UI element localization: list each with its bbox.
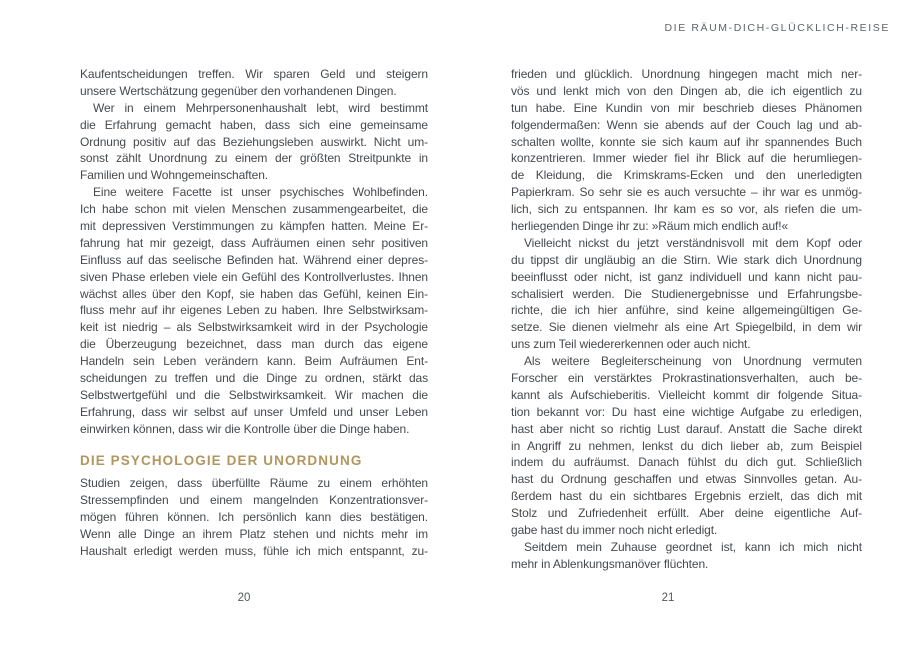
text-line: beeinflusst oder nicht, ist ganz individuell und kann nicht pau-: [511, 269, 862, 284]
text-line: unsere Wertschätzung gegenüber den vorhandenen Dingen.: [80, 83, 397, 98]
running-header: DIE RÄUM-DICH-GLÜCKLICH-REISE: [664, 22, 890, 34]
text-line: Als weitere Begleiterscheinung von Unordnung vermuten: [524, 354, 862, 369]
text-line: setze. Sie dienen vielmehr als eine Art Spiegelbild, in dem wir: [511, 320, 862, 335]
text-line: indem du aufräumst. Danach fühlst du dich gut. Schließlich: [511, 455, 862, 470]
text-line: Handeln sein Leben verändern kann. Beim Aufräumen Ent-: [80, 354, 428, 369]
text-line: konzentrieren. Immer wieder fiel ihr Blick auf die herumliegen-: [511, 151, 862, 166]
text-line: schalisiert werden. Die Studienergebnisse und Erfahrungsbe-: [511, 286, 862, 301]
text-line: kannt als Aufschieberitis. Vielleicht kommt dir folgende Situa-: [511, 387, 862, 402]
text-line: Stressempfinden und einem mangelnden Konzentrationsver-: [80, 493, 428, 508]
text-line: Stolz und Zufriedenheit erfüllt. Aber deine eigentliche Auf-: [511, 506, 862, 521]
text-line: die Erfahrung gemacht haben, dass sich eine gemeinsame: [80, 117, 428, 132]
text-line: lich, sich zu entspannen. Ihr kam es so vor, als riefen die um-: [511, 202, 862, 217]
text-line: in Angriff zu nehmen, lenkst du dich lieber ab, zum Beispiel: [511, 438, 862, 453]
text-line: tun habe. Eine Kundin von mir beschrieb dieses Phänomen: [511, 100, 862, 115]
text-line: Vielleicht nickst du jetzt verständnisvoll mit dem Kopf oder: [524, 235, 862, 250]
text-line: Wer in einem Mehrpersonenhaushalt lebt, wird bestimmt: [93, 100, 428, 115]
text-line: Selbstwertgefühl und die Selbstwirksamkeit. Wir machen die: [80, 387, 428, 402]
text-line: herliegenden Dinge ihr zu: »Räum mich endlich auf!«: [511, 219, 789, 234]
text-line: richte, die ich hier anführe, sind keine allgemeingültigen Ge-: [511, 303, 862, 318]
section-heading: DIE PSYCHOLOGIE DER UNORDNUNG: [80, 452, 363, 468]
text-line: uns zum Teil wiedererkennen oder auch nicht.: [511, 337, 751, 352]
paragraph: [511, 66, 862, 235]
text-line: schalten wollte, konnte sie sich kaum auf ihr spannendes Buch: [511, 134, 862, 149]
text-line: Eine weitere Facette ist unser psychisches Wohlbefinden.: [93, 185, 428, 200]
text-line: fahrung hat mir gezeigt, dass Aufräumen einen sehr positiven: [80, 235, 428, 250]
paragraph: [80, 184, 428, 437]
text-line: die Überzeugung bezeichnet, dass man durch das eigene: [80, 337, 428, 352]
text-line: mit depressiven Verstimmungen zu kämpfen hatten. Meine Er-: [80, 219, 428, 234]
text-line: hast aber nicht so richtig Lust darauf. Anstatt die Sache direkt: [511, 421, 862, 436]
text-line: Familien und Wohngemeinschaften.: [80, 168, 269, 183]
text-line: siven Phase erleben viele ein Gefühl des Kontrollverlustes. Ihnen: [80, 269, 428, 284]
page-number-left: 20: [237, 592, 251, 604]
text-line: vös und lenkt mich von den Dingen ab, die ich eigentlich zu: [511, 83, 862, 98]
text-line: mehr in Ablenkungsmanöver flüchten.: [511, 556, 709, 571]
text-line: du tippst dir ungläubig an die Stirn. Wie stark dich Unordnung: [511, 252, 862, 267]
text-line: de Kleidung, die Krimskrams-Ecken und den unerledigten: [511, 168, 862, 183]
paragraph: [511, 539, 862, 573]
paragraph: [511, 353, 862, 539]
left-page-text-column: [80, 66, 428, 560]
text-line: ßerdem hast du ein sichtbares Ergebnis erzielt, das dich mit: [511, 489, 862, 504]
text-line: Seitdem mein Zuhause geordnet ist, kann ich mich nicht: [524, 539, 862, 554]
text-line: Ordnung positiv auf das Beziehungsleben auswirkt. Nicht um-: [80, 134, 428, 149]
paragraph: [511, 235, 862, 353]
text-line: folgendermaßen: Wenn sie abends auf der Couch lag und ab-: [511, 117, 862, 132]
paragraph: [80, 66, 428, 100]
text-line: Kaufentscheidungen treffen. Wir sparen Geld und steigern: [80, 67, 428, 81]
text-line: wächst alles über den Kopf, sie haben das Gefühl, keinen Ein-: [80, 286, 428, 301]
text-line: Studien zeigen, dass überfüllte Räume zu einem erhöhten: [80, 476, 428, 491]
text-line: sonst zählt Unordnung zu einem der größten Streitpunkte in: [80, 151, 428, 166]
text-line: hast du Ordnung geschaffen und etwas Sinnvolles getan. Au-: [511, 472, 862, 487]
text-line: Haushalt erledigt werden muss, fühle ich mich entspannt, zu-: [80, 544, 428, 559]
text-line: fluss mehr auf ihr eigenes Leben zu haben. Ihre Selbstwirksam-: [80, 303, 428, 318]
text-line: frieden und glücklich. Unordnung hingegen macht mich ner-: [511, 67, 862, 81]
text-line: tion bekannt vor: Du hast eine wichtige Aufgabe zu erledigen,: [511, 404, 862, 419]
text-line: mögen führen können. Ich persönlich kann dies bestätigen.: [80, 510, 428, 525]
text-line: scheidungen zu treffen und die Dinge zu ordnen, stärkt das: [80, 371, 428, 386]
text-line: gabe hast du immer noch nicht erledigt.: [511, 523, 718, 538]
text-line: keit ist niedrig – als Selbstwirksamkeit wird in der Psychologie: [80, 320, 428, 335]
right-page-text-column: [511, 66, 862, 573]
text-line: Forscher ein verstärktes Prokrastinationsverhalten, auch be-: [511, 371, 862, 386]
text-line: Papierkram. So sehr sie es auch versuchte – ihr war es unmög-: [511, 185, 862, 200]
text-line: einwirken können, dass wir die Kontrolle über die Dinge haben.: [80, 421, 410, 436]
text-line: Ich habe schon mit vielen Menschen zusammengearbeitet, die: [80, 202, 428, 217]
text-line: Wenn alle Dinge an ihrem Platz stehen und nichts mehr im: [80, 527, 428, 542]
paragraph: [80, 475, 428, 559]
text-line: Erfahrung, dass wir selbst auf unser Umfeld und unser Leben: [80, 404, 428, 419]
paragraph: [80, 100, 428, 184]
page-number-right: 21: [661, 592, 675, 604]
text-line: Einfluss auf das seelische Befinden hat. Während einer depres-: [80, 252, 428, 267]
